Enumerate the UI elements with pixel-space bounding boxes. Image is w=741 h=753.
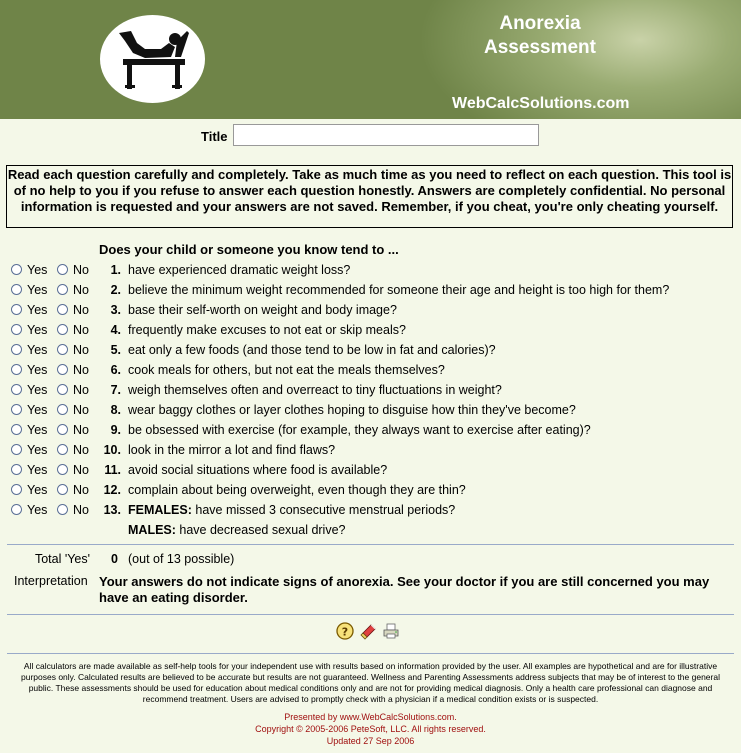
no-radio[interactable]: [57, 404, 68, 415]
yes-radio[interactable]: [11, 284, 22, 295]
header-banner: [0, 0, 741, 119]
yes-label: Yes: [27, 283, 48, 297]
question-row: [0, 282, 741, 302]
yes-radio[interactable]: [11, 364, 22, 375]
yes-label: Yes: [27, 483, 48, 497]
question-row: [0, 462, 741, 482]
divider: [7, 614, 734, 615]
question-number: 5.: [110, 343, 121, 357]
question-number: 3.: [110, 303, 121, 317]
no-radio[interactable]: [57, 264, 68, 275]
no-label: No: [73, 483, 89, 497]
no-label: No: [73, 363, 89, 377]
question-text: complain about being overweight, even though they are thin?: [128, 483, 466, 497]
no-radio[interactable]: [57, 344, 68, 355]
question-number: 7.: [110, 383, 121, 397]
help-icon[interactable]: [336, 622, 354, 640]
question-row: [0, 342, 741, 362]
svg-text:?: ?: [341, 625, 349, 639]
question-text: [128, 523, 345, 537]
no-label: No: [73, 423, 89, 437]
question-text: have experienced dramatic weight loss?: [128, 263, 351, 277]
question-text: weigh themselves often and overreact to tiny fluctuations in weight?: [128, 383, 502, 397]
no-radio[interactable]: [57, 384, 68, 395]
no-radio[interactable]: [57, 464, 68, 475]
interpretation-text: Your answers do not indicate signs of anorexia. See your doctor if you are still concerned you may have an eating disorder.: [99, 574, 710, 605]
yes-radio[interactable]: [11, 444, 22, 455]
no-radio[interactable]: [57, 364, 68, 375]
footer-presented-by: Presented by www.WebCalcSolutions.com.: [284, 712, 457, 722]
males-text: have decreased sexual drive?: [179, 523, 346, 537]
question-text: frequently make excuses to not eat or skip meals?: [128, 323, 406, 337]
disclaimer-text: All calculators are made available as self-help tools for your independent use with results based on information provided by the user. All examples are hypothetical and are for illustrative purposes only. Calculated results are believed to be accurate but results are not guaranteed. Wellness and Parenting Assessments address subjects that may be of interest to the general public. These assessments should be used for education about medical conditions only and are not for providing medical diagnosis. Only a health care professional can diagnose and recommend treatment. Users are advised to promptly check with a physician if a medical condition exists or is suspected.: [21, 661, 720, 704]
females-text: have missed 3 consecutive menstrual periods?: [195, 503, 456, 517]
no-label: No: [73, 503, 89, 517]
question-row: [0, 322, 741, 342]
yes-radio[interactable]: [11, 504, 22, 515]
total-of: (out of 13 possible): [128, 552, 235, 566]
question-text: eat only a few foods (and those tend to be low in fat and calories)?: [128, 343, 496, 357]
females-label: FEMALES:: [128, 503, 192, 517]
app-title-line2: Assessment: [484, 37, 596, 58]
question-number: 4.: [110, 323, 121, 337]
question-row: [0, 302, 741, 322]
question-row: [0, 502, 741, 522]
title-row: [0, 124, 741, 148]
no-label: No: [73, 263, 89, 277]
question-number: 11.: [104, 463, 121, 477]
printer-icon[interactable]: [382, 622, 400, 640]
question-number: 12.: [103, 483, 121, 497]
yes-radio[interactable]: [11, 304, 22, 315]
yes-radio[interactable]: [11, 424, 22, 435]
question-number: 10.: [103, 443, 121, 457]
no-radio[interactable]: [57, 444, 68, 455]
app-title-line1: Anorexia: [499, 13, 581, 34]
question-text: [128, 503, 455, 517]
question-row: [0, 262, 741, 282]
yes-radio[interactable]: [11, 404, 22, 415]
divider: [7, 653, 734, 654]
yes-radio[interactable]: [11, 384, 22, 395]
yes-label: Yes: [27, 403, 48, 417]
males-label: MALES:: [128, 523, 176, 537]
question-text: look in the mirror a lot and find flaws?: [128, 443, 336, 457]
yes-label: Yes: [27, 323, 48, 337]
yes-label: Yes: [27, 343, 48, 357]
yes-radio[interactable]: [11, 464, 22, 475]
no-label: No: [73, 383, 89, 397]
no-label: No: [73, 403, 89, 417]
interpretation-label: Interpretation: [14, 574, 88, 588]
no-radio[interactable]: [57, 304, 68, 315]
yes-label: Yes: [27, 463, 48, 477]
no-label: No: [73, 343, 89, 357]
no-label: No: [73, 443, 89, 457]
question-number: 9.: [110, 423, 121, 437]
no-radio[interactable]: [57, 504, 68, 515]
instructions-box: Read each question carefully and completely. Take as much time as you need to reflect on each question. This tool is of no help to you if you refuse to answer each question honestly. Answers are completely confidential. No personal information is requested and your answers are not saved. Remember, if you cheat, you're only cheating yourself.: [6, 165, 733, 228]
question-number: 2.: [110, 283, 121, 297]
yes-label: Yes: [27, 423, 48, 437]
question-row: [0, 382, 741, 402]
question-row: [0, 362, 741, 382]
yes-label: Yes: [27, 503, 48, 517]
question-text: base their self-worth on weight and body image?: [128, 303, 397, 317]
divider: [7, 544, 734, 545]
yes-label: Yes: [27, 383, 48, 397]
logo: [100, 15, 205, 103]
yes-radio[interactable]: [11, 324, 22, 335]
no-radio[interactable]: [57, 424, 68, 435]
no-label: No: [73, 323, 89, 337]
question-prompt: Does your child or someone you know tend to ...: [99, 242, 399, 257]
footer: [0, 711, 741, 747]
yes-label: Yes: [27, 303, 48, 317]
total-label: Total 'Yes': [34, 552, 90, 566]
question-number: 8.: [110, 403, 121, 417]
footer-updated: Updated 27 Sep 2006: [326, 736, 415, 746]
yes-label: Yes: [27, 443, 48, 457]
question-row-males: [0, 522, 741, 542]
question-text: avoid social situations where food is available?: [128, 463, 388, 477]
question-number: 1.: [110, 263, 121, 277]
no-label: No: [73, 283, 89, 297]
toolbar: [336, 622, 406, 642]
question-number: 6.: [110, 363, 121, 377]
eraser-icon[interactable]: [360, 622, 378, 640]
question-text: be obsessed with exercise (for example, they always want to exercise after eating)?: [128, 423, 591, 437]
no-label: No: [73, 463, 89, 477]
question-text: cook meals for others, but not eat the meals themselves?: [128, 363, 445, 377]
no-radio[interactable]: [57, 484, 68, 495]
yes-radio[interactable]: [11, 484, 22, 495]
no-label: No: [73, 303, 89, 317]
brand-name: WebCalcSolutions.com: [452, 95, 630, 112]
yes-label: Yes: [27, 363, 48, 377]
yes-radio[interactable]: [11, 344, 22, 355]
person-on-desk-icon: [115, 27, 193, 91]
yes-label: Yes: [27, 263, 48, 277]
question-text: wear baggy clothes or layer clothes hoping to disguise how thin they've become?: [128, 403, 576, 417]
question-row: [0, 422, 741, 442]
question-row: [0, 482, 741, 502]
app-title: [455, 12, 625, 60]
yes-radio[interactable]: [11, 264, 22, 275]
title-label: Title: [201, 129, 228, 144]
no-radio[interactable]: [57, 324, 68, 335]
question-row: [0, 442, 741, 462]
question-row: [0, 402, 741, 422]
title-input[interactable]: [233, 124, 539, 146]
footer-copyright: Copyright © 2005-2006 PeteSoft, LLC. All rights reserved.: [255, 724, 486, 734]
question-number: 13.: [103, 503, 121, 517]
no-radio[interactable]: [57, 284, 68, 295]
total-value: 0: [111, 552, 118, 566]
question-text: believe the minimum weight recommended for someone their age and height is too high for them?: [128, 283, 670, 297]
